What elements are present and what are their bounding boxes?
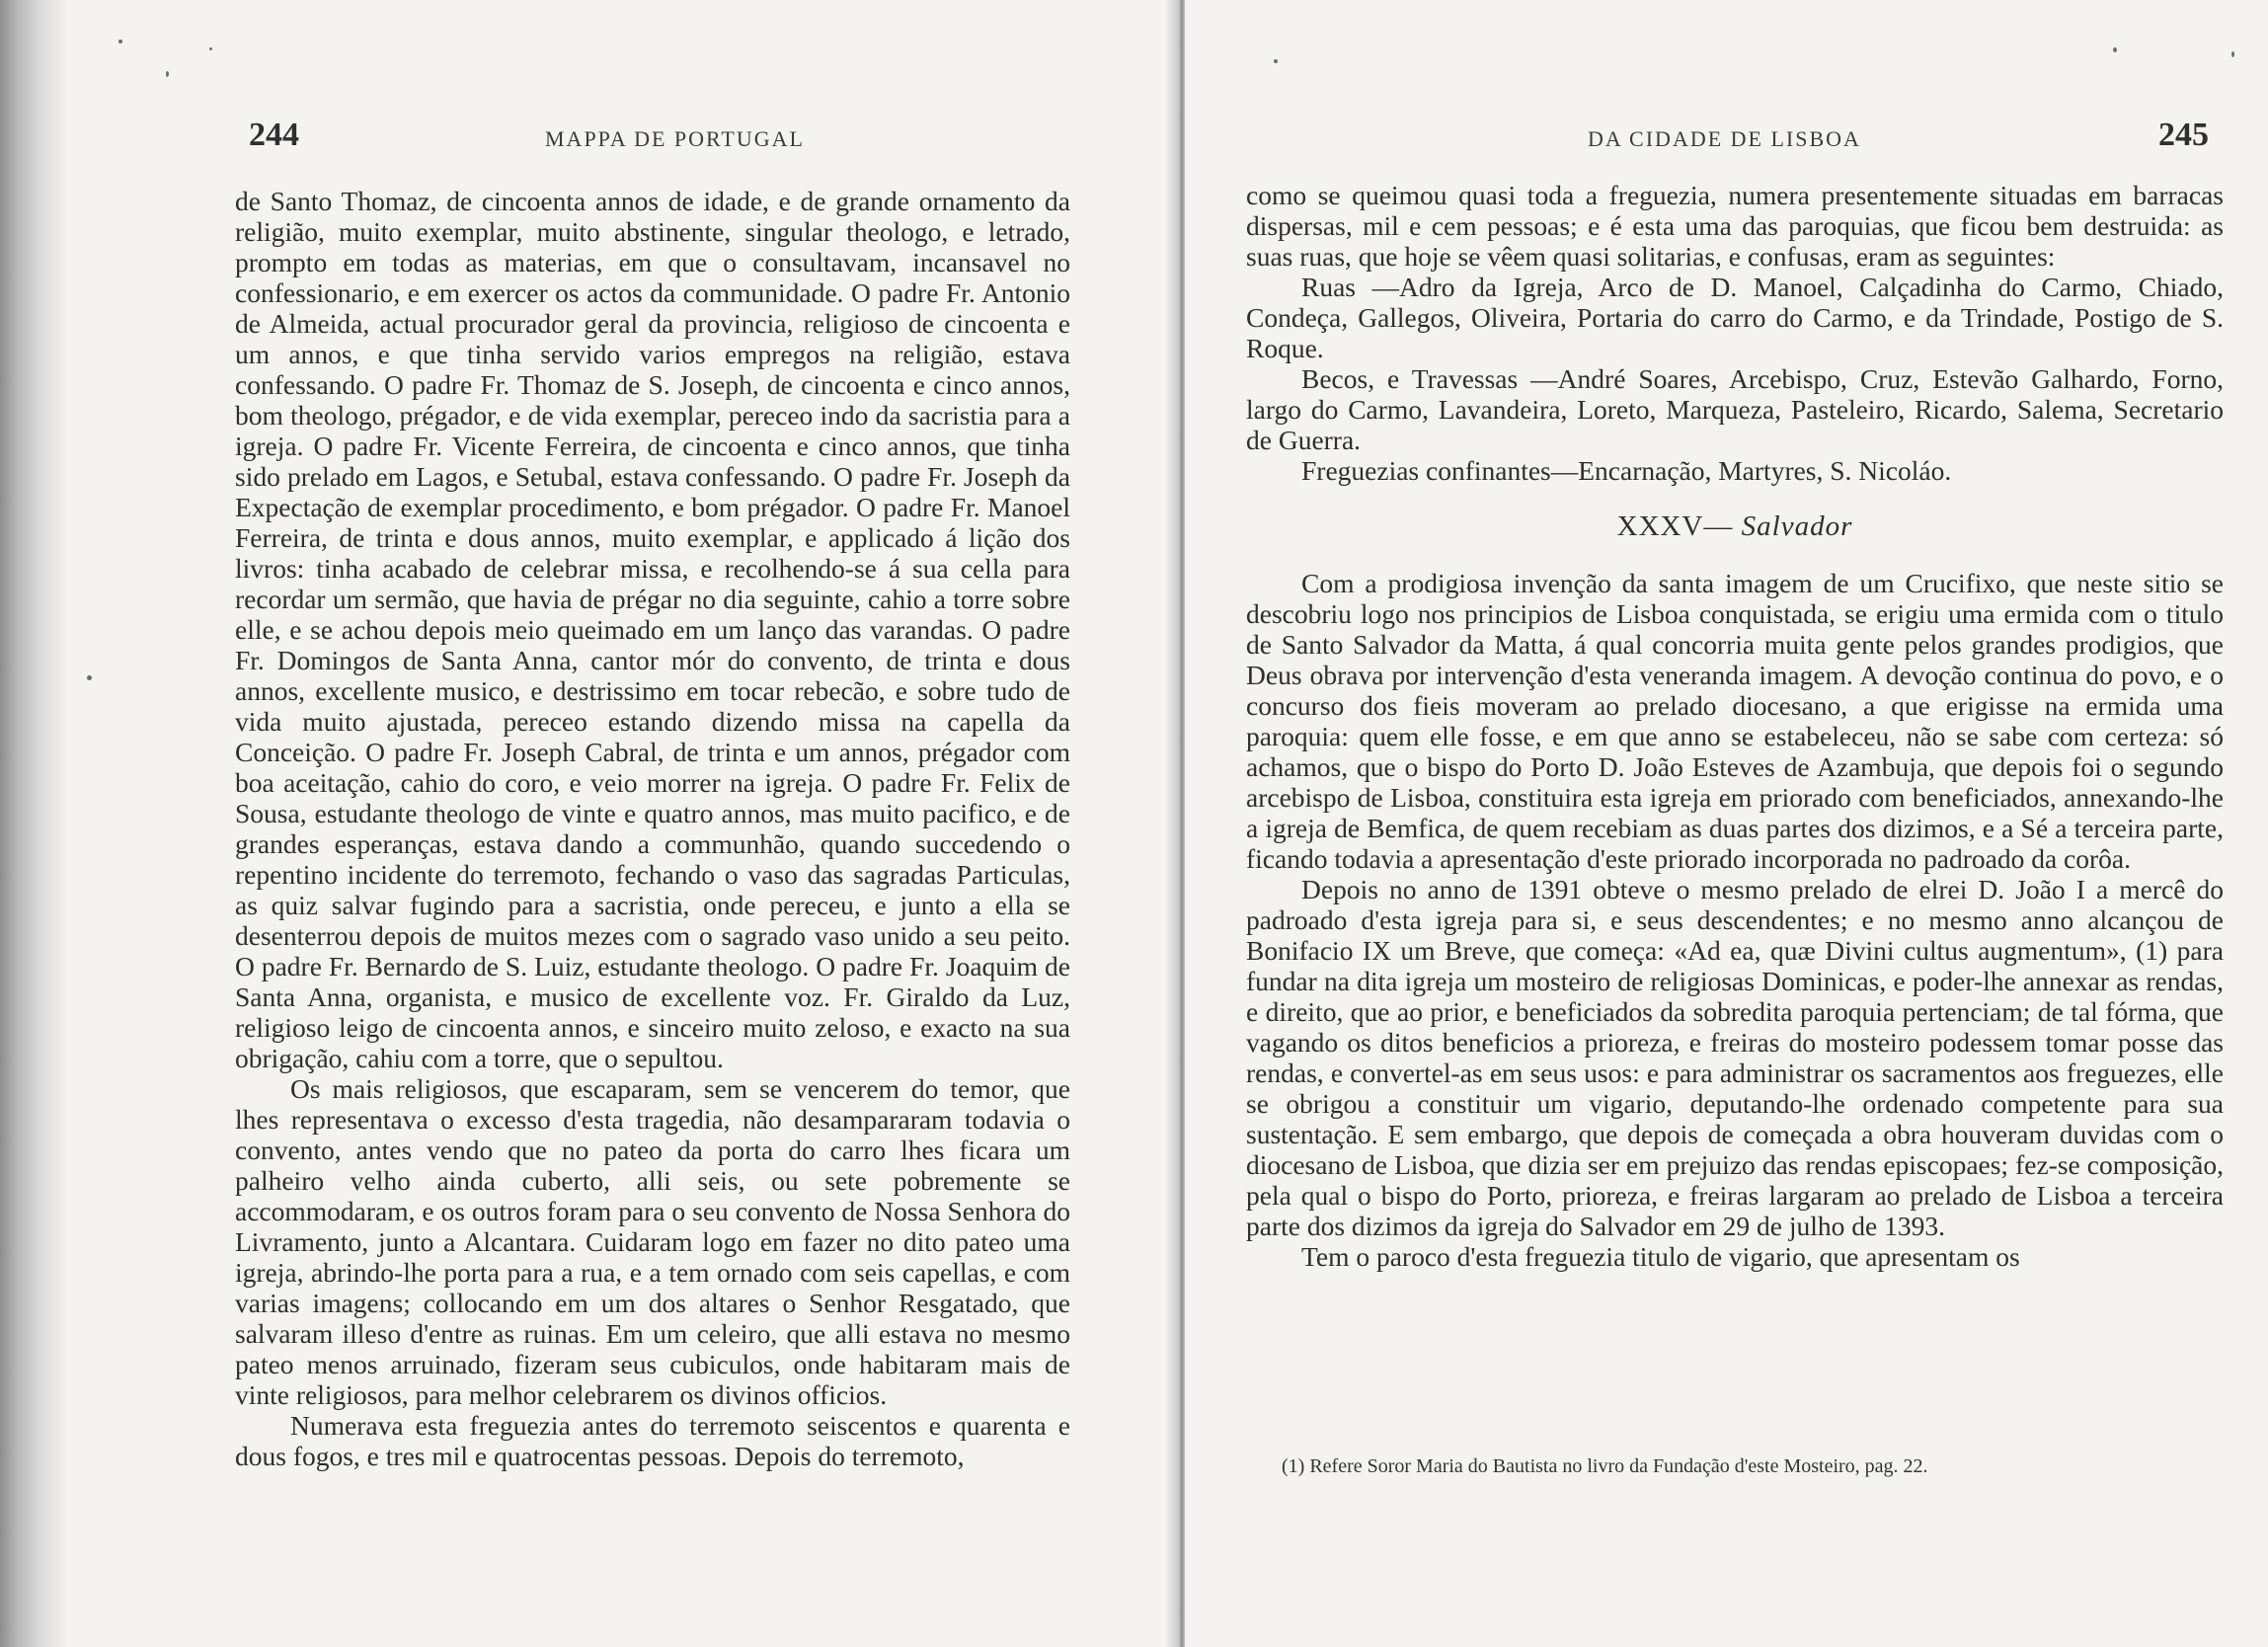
right-paragraph-4: Tem o paroco d'esta freguezia titulo de vigario, que apresentam os <box>1301 1241 2020 1272</box>
scan-speck <box>166 71 169 77</box>
scan-speck <box>209 47 212 50</box>
footnote: (1) Refere Soror Maria do Bautista no livro da Fundação d'este Mosteiro, pag. 22. <box>1282 1455 1928 1477</box>
left-paragraph-3: Numerava esta freguezia antes do terremoto seiscentos e quarenta e dous fogos, e tres mil e quatrocentas pessoas. Depois do terremoto, <box>235 1410 1070 1471</box>
right-paragraph-3: Depois no anno de 1391 obteve o mesmo prelado de elrei D. João I a mercê do padroado d'esta igreja para si, e seus descendentes; e no mesmo anno alcançou de Bonifacio IX um Breve, que começa: «Ad ea, quæ Divini cultus augmentum», (1) para fundar na dita igreja um mosteiro de religiosas Dominicas, e poder-lhe annexar as rendas, e direito, que ao prior, e beneficiados da sobredita paroquia pertenciam; de tal fórma, que vagando os ditos beneficios a prioreza, e freiras do mosteiro podessem tomar posse das rendas, e convertel-as em seus usos: e para administrar os sacramentos aos freguezes, elle se obrigou a constituir um vigario, deputando-lhe ordenado competente para sua sustentação. E sem embargo, que depois de começada a obra houveram duvidas com o diocesano de Lisboa, que dizia ser em prejuizo das rendas episcopaes; fez-se composição, pela qual o bispo do Porto, prioreza, e freiras largaram ao prelado de Lisboa a terceira parte dos dizimos da igreja do Salvador em 29 de julho de 1393. <box>1246 874 2224 1241</box>
left-page-number: 244 <box>249 117 299 153</box>
left-running-head: MAPPA DE PORTUGAL <box>545 126 805 151</box>
left-paragraph-1: de Santo Thomaz, de cincoenta annos de idade, e de grande ornamento da religião, muito exemplar, muito abstinente, singular theologo, e letrado, prompto em todas as materias, em que o consultavam, incansavel no confessionario, e em exercer os actos da communidade. O padre Fr. Antonio de Almeida, actual procurador geral da provincia, religioso de cincoenta e um annos, e que tinha servido varios empregos na religião, estava confessando. O padre Fr. Thomaz de S. Joseph, de cincoenta e cinco annos, bom theologo, prégador, e de vida exemplar, pereceo indo da sacristia para a igreja. O padre Fr. Vicente Ferreira, de cincoenta e cinco annos, que tinha sido prelado em Lagos, e Setubal, estava confessando. O padre Fr. Joseph da Expectação de exemplar procedimento, e bom prégador. O padre Fr. Manoel Ferreira, de trinta e dous annos, muito exemplar, e applicado á lição dos livros: tinha acabado de celebrar missa, e recolhendo-se á sua cella para recordar um sermão, que havia de prégar no dia seguinte, cahio a torre sobre elle, e se achou depois meio queimado em um lanço das varandas. O padre Fr. Domingos de Santa Anna, cantor mór do convento, de trinta e dous annos, excellente musico, e destrissimo em tocar rebecão, e sobre tudo de vida muito ajustada, pereceo estando dizendo missa na capella da Conceição. O padre Fr. Joseph Cabral, de trinta e um annos, prégador com boa aceitação, cahio do coro, e veio morrer na igreja. O padre Fr. Felix de Sousa, estudante theologo de vinte e quatro annos, mas muito pacifico, e de grandes esperanças, estava dando a communhão, quando succedendo o repentino incidente do terremoto, fechando o vaso das sagradas Particulas, as quiz salvar fugindo para a sacristia, onde pereceu, e junto a ella se desenterrou depois de muitos mezes com o sagrado vaso unido a seu peito. O padre Fr. Bernardo de S. Luiz, estudante theologo. O padre Fr. Joaquim de Santa Anna, organista, e musico de excellente voz. Fr. Giraldo da Luz, religioso leigo de cincoenta annos, e sinceiro muito zeloso, e exacto na sua obrigação, cahiu com a torre, que o sepultou. <box>235 186 1070 1073</box>
right-paragraph-1: como se queimou quasi toda a freguezia, numera presentemente situadas em barracas dispersas, mil e cem pessoas; e é esta uma das paroquias, que ficou bem destruida: as suas ruas, que hoje se vêem quasi solitarias, e confusas, eram as seguintes: <box>1246 180 2224 272</box>
scan-speck <box>2231 51 2234 57</box>
right-body-text <box>1246 180 2224 1272</box>
right-paragraph-2: Com a prodigiosa invenção da santa imagem de um Crucifixo, que neste sitio se descobriu logo nos principios de Lisboa conquistada, se erigiu uma ermida com o titulo de Santo Salvador da Matta, á qual concorria muita gente pelos grandes prodigios, que Deus obrava por intervenção d'esta veneranda imagem. A devoção continua do povo, e o concurso dos fieis moveram ao prelado diocesano, a que erigisse na ermida uma paroquia: quem elle fosse, e em que anno se estabeleceu, não se sabe com certeza: só achamos, que o bispo do Porto D. João Esteves de Azambuja, que depois foi o segundo arcebispo de Lisboa, constituira esta igreja em priorado com beneficiados, annexando-lhe a igreja de Bemfica, de quem recebiam as duas partes dos dizimos, e a Sé a terceira parte, ficando todavia a apresentação d'este priorado incorporada no padroado da corôa. <box>1246 568 2224 874</box>
scan-speck <box>87 675 92 680</box>
scan-speck <box>1274 59 1278 63</box>
right-paragraph-becos: Becos, e Travessas —André Soares, Arcebispo, Cruz, Estevão Galhardo, Forno, largo do Carmo, Lavandeira, Loreto, Marqueza, Pasteleiro, Ricardo, Salema, Secretario de Guerra. <box>1246 363 2224 455</box>
section-heading <box>1246 511 2224 542</box>
left-paragraph-2: Os mais religiosos, que escaparam, sem se vencerem do temor, que lhes representava o excesso d'esta tragedia, não desampararam todavia o convento, antes vendo que no pateo da porta do carro lhes ficara um palheiro velho ainda cuberto, alli seis, ou sete pobremente se accommodaram, e os outros foram para o seu convento de Nossa Senhora do Livramento, junto a Alcantara. Cuidaram logo em fazer no dito pateo uma igreja, abrindo-lhe porta para a rua, e a tem ornado com seis capellas, e com varias imagens; collocando em um dos altares o Senhor Resgatado, que salvaram illeso d'entre as ruinas. Em um celeiro, que alli estava no mesmo pateo menos arruinado, fizeram seus cubiculos, onde habitaram mais de vinte religiosos, para melhor celebrarem os divinos officios. <box>235 1073 1070 1410</box>
section-name: Salvador <box>1741 510 1853 542</box>
right-paragraph-ruas: Ruas —Adro da Igreja, Arco de D. Manoel, Calçadinha do Carmo, Chiado, Condeça, Gallegos, Oliveira, Portaria do carro do Carmo, e da Trindade, Postigo de S. Roque. <box>1246 272 2224 363</box>
right-page <box>1185 0 2268 1647</box>
scan-speck <box>118 39 122 43</box>
section-number: XXXV— <box>1616 510 1734 542</box>
right-running-head: DA CIDADE DE LISBOA <box>1588 126 1861 151</box>
right-paragraph-confinantes: Freguezias confinantes—Encarnação, Martyres, S. Nicoláo. <box>1301 455 1952 486</box>
binding-shadow <box>0 0 69 1647</box>
left-body-text <box>235 186 1070 1471</box>
scan-speck <box>2113 47 2117 52</box>
right-page-number: 245 <box>2158 117 2209 153</box>
